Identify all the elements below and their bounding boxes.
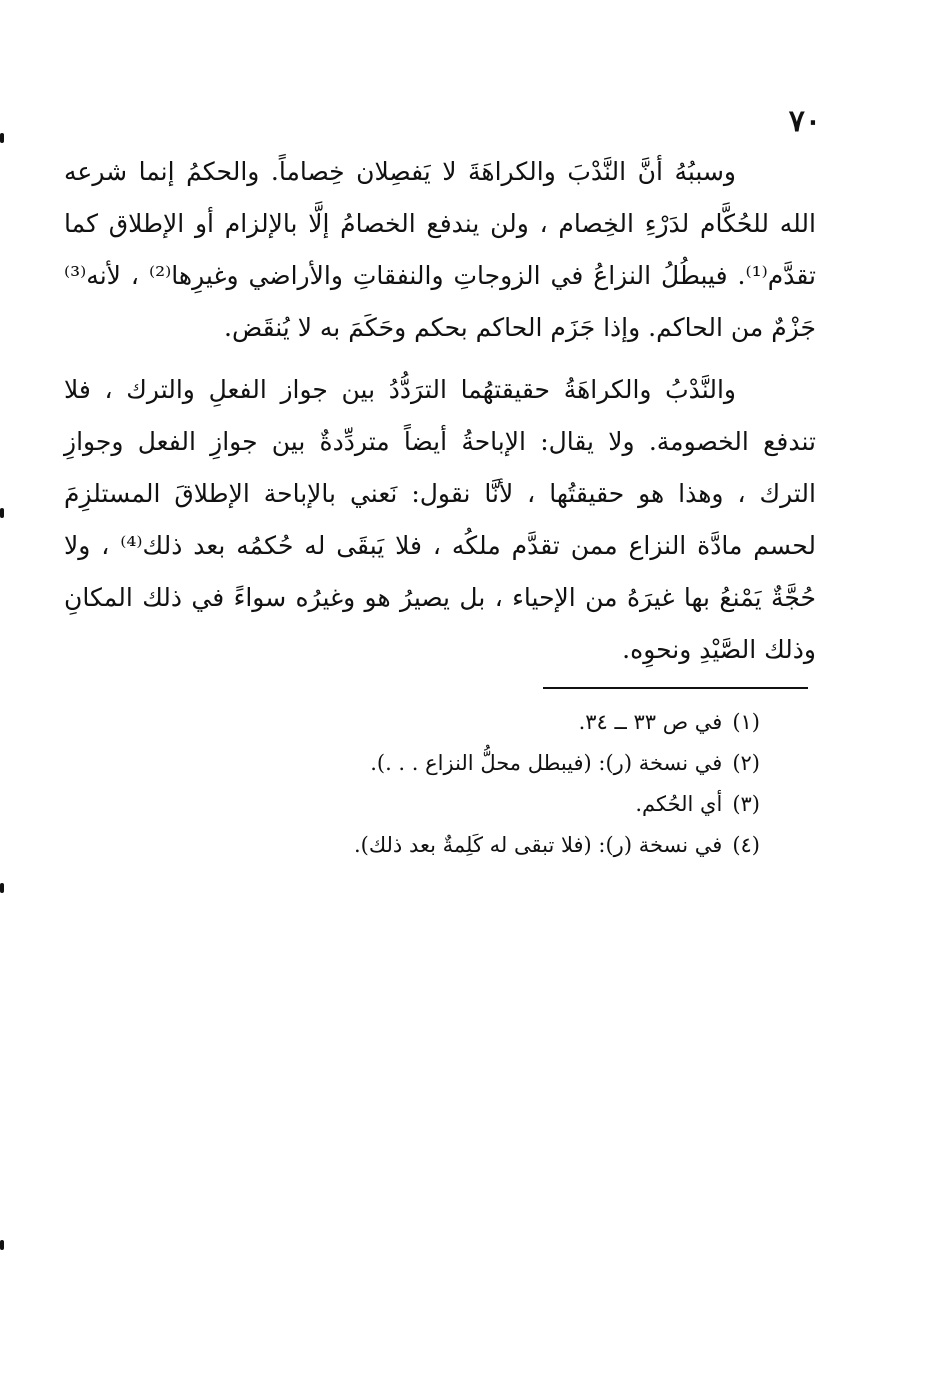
- main-text: [64, 146, 816, 676]
- paragraph: والنَّدْبُ والكراهَةُ حقيقتهُما الترَدُّدُ بين جواز الفعلِ والترك ، فلا تندفع الخصومة. ولا يقال: الإباحةُ أيضاً متردِّدةٌ بين جوازِ الفعل وجوازِ الترك ، وهذا هو حقيقتُها ، لأنَّا نقول: نَعني بالإباحة الإطلاقَ المستلزِمَ لحسم مادَّة النزاع ممن تقدَّم ملكُه ، فلا يَبقَى له حُكمُه بعد ذلك⁽⁴⁾ ، ولا حُجَّةٌ يَمْنعُ بها غيرَهُ من الإحياء ، بل يصيرُ هو وغيرُه سواءً في ذلك المكانِ وذلك الصَّيْدِ ونحوِه.: [64, 375, 816, 664]
- footnote-number: (١): [732, 710, 760, 734]
- footnote: [200, 702, 760, 743]
- footnotes: [200, 702, 760, 866]
- footnote-number: (٤): [732, 833, 760, 857]
- paragraph: وسببُهُ أنَّ النَّدْبَ والكراهَةَ لا يَفصِلان خِصاماً. والحكمُ إنما شرعه الله للحُكَّام لدَرْءِ الخِصام ، ولن يندفع الخصامُ إلَّا بالإلزام أو الإطلاق كما تقدَّم⁽¹⁾. فيبطُلُ النزاعُ في الزوجاتِ والنفقاتِ والأراضي وغيرِها⁽²⁾ ، لأنه⁽³⁾ جَزْمٌ من الحاكم. وإذا جَزَم الحاكم بحكم وحَكَمَ به لا يُنقَض.: [64, 157, 816, 342]
- page-number: ٧٠: [788, 104, 821, 139]
- scan-margin-mark: [0, 1240, 4, 1250]
- footnote-text: أي الحُكم.: [635, 792, 723, 816]
- footnote-text: في نسخة (ر): (فلا تبقى له كَلِمةٌ بعد ذلك).: [353, 833, 723, 857]
- footnote-text: في نسخة (ر): (فيبطل محلُّ النزاع . . .).: [370, 751, 723, 775]
- scan-margin-mark: [0, 133, 4, 143]
- footnote: [200, 825, 760, 866]
- scan-margin-mark: [0, 508, 4, 518]
- scan-margin-mark: [0, 883, 4, 893]
- footnote-text: في ص ٣٣ ــ ٣٤.: [578, 710, 723, 734]
- footnote: [200, 743, 760, 784]
- footnote-number: (٢): [732, 751, 760, 775]
- footnote: [200, 784, 760, 825]
- footnote-separator: [543, 687, 808, 689]
- footnote-number: (٣): [732, 792, 760, 816]
